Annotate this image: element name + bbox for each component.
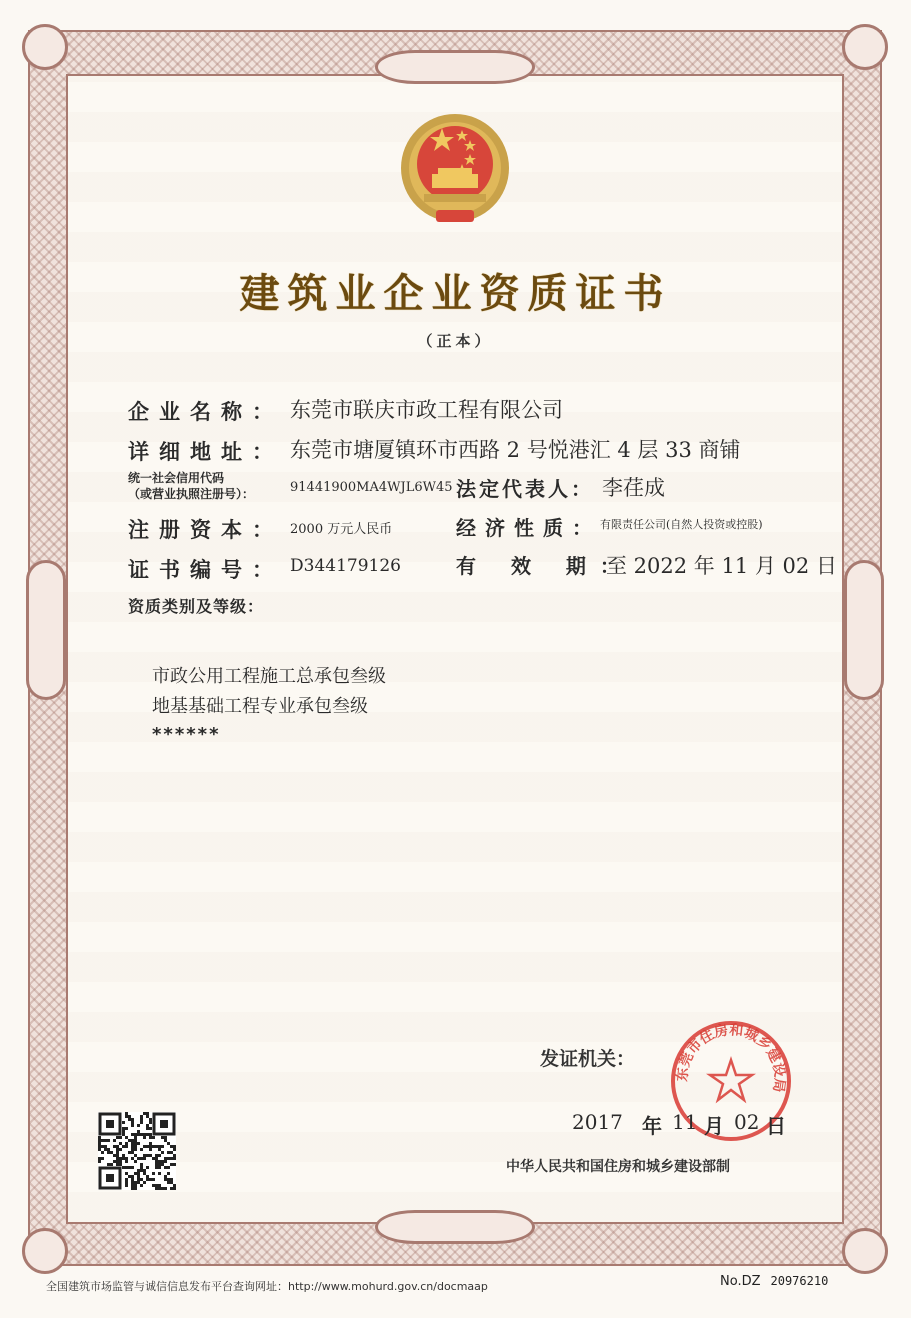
qualification-end-marker: ****** bbox=[152, 724, 221, 745]
qr-code-icon bbox=[98, 1112, 176, 1190]
validity-label: 有 效 期： bbox=[456, 554, 634, 578]
legal-rep-value: 李荏成 bbox=[602, 476, 665, 500]
economic-type-value: 有限责任公司(自然人投资或控股) bbox=[600, 518, 763, 531]
registered-capital-value: 2000 万元人民币 bbox=[290, 522, 393, 537]
credit-code-label-line2: （或营业执照注册号）： bbox=[128, 487, 255, 501]
legal-rep-label: 法定代表人： bbox=[456, 477, 594, 501]
company-name-value: 东莞市联庆市政工程有限公司 bbox=[290, 398, 563, 422]
frame-right-ornament bbox=[844, 560, 884, 700]
national-emblem-icon bbox=[396, 110, 514, 230]
issuer-label: 发证机关： bbox=[540, 1048, 636, 1070]
issue-day-char: 日 bbox=[766, 1114, 786, 1138]
frame-top-ornament bbox=[375, 50, 535, 84]
company-name-label: 企业名称： bbox=[128, 400, 283, 424]
certificate-title: 建筑业企业资质证书 bbox=[239, 271, 672, 317]
frame-corner-ornament bbox=[22, 24, 68, 70]
registered-capital-label: 注册资本： bbox=[128, 518, 283, 542]
issue-month: 11 bbox=[672, 1110, 698, 1134]
issue-month-char: 月 bbox=[704, 1114, 724, 1138]
issue-year-char: 年 bbox=[642, 1114, 662, 1138]
qualification-item: 市政公用工程施工总承包叁级 bbox=[152, 666, 386, 687]
serial-number-value: 20976210 bbox=[770, 1274, 829, 1288]
qualification-label: 资质类别及等级： bbox=[128, 597, 265, 616]
serial-number bbox=[720, 1274, 828, 1289]
issue-day: 02 bbox=[734, 1110, 760, 1134]
frame-corner-ornament bbox=[22, 1228, 68, 1274]
frame-corner-ornament bbox=[842, 1228, 888, 1274]
frame-corner-ornament bbox=[842, 24, 888, 70]
seal-text: 东莞市住房和城乡建设局 bbox=[674, 1022, 788, 1094]
certificate-subtitle: （正本） bbox=[417, 332, 494, 350]
frame-left-ornament bbox=[26, 560, 66, 700]
credit-code-label-line1: 统一社会信用代码 bbox=[128, 471, 225, 485]
address-label: 详细地址： bbox=[128, 440, 283, 464]
query-website-note: 全国建筑市场监管与诚信信息发布平台查询网址：http://www.mohurd.gov.cn/docmaap bbox=[46, 1280, 488, 1293]
frame-bottom-ornament bbox=[375, 1210, 535, 1244]
credit-code-value: 91441900MA4WJL6W45 bbox=[290, 480, 453, 495]
serial-label: No.DZ bbox=[720, 1274, 761, 1289]
issue-year: 2017 bbox=[572, 1110, 623, 1134]
qualification-item: 地基基础工程专业承包叁级 bbox=[152, 696, 368, 717]
validity-value: 至 2022 年 11 月 02 日 bbox=[606, 554, 837, 578]
certificate-number-value: D344179126 bbox=[290, 556, 401, 576]
address-value: 东莞市塘厦镇环市西路 2 号悦港汇 4 层 33 商铺 bbox=[290, 438, 741, 462]
ministry-name: 中华人民共和国住房和城乡建设部制 bbox=[506, 1159, 730, 1175]
economic-type-label: 经济性质： bbox=[456, 516, 601, 540]
certificate-number-label: 证书编号： bbox=[128, 558, 283, 582]
